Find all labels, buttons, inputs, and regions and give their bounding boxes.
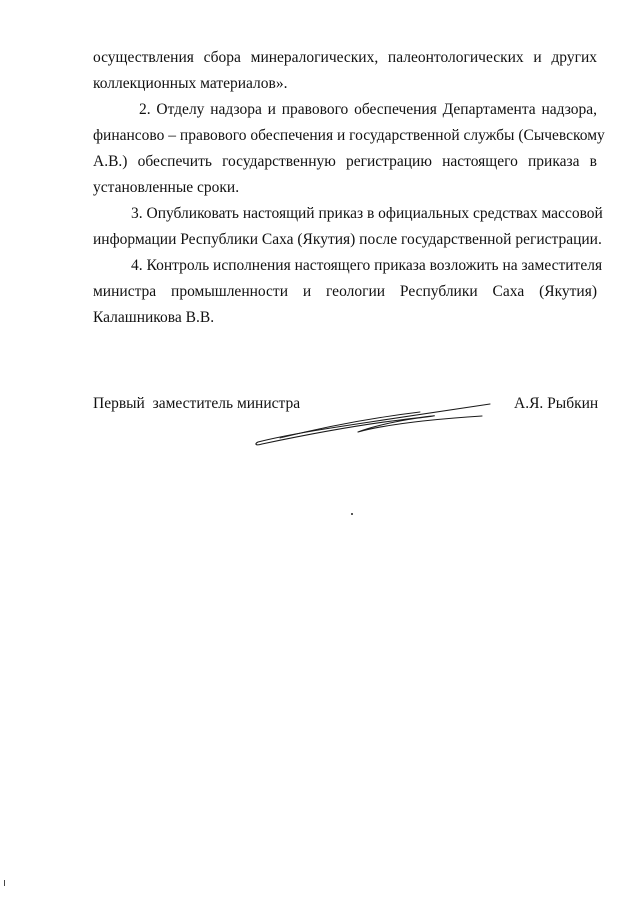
paragraph-2-line-1: 2. Отделу надзора и правового обеспечения Департамента надзора, [139,101,597,118]
paragraph-4-line-1: 4. Контроль исполнения настоящего приказа возложить на заместителя [131,257,603,274]
handwritten-signature [250,398,500,450]
paragraph-2 [93,97,605,201]
paragraph-1-line-2: коллекционных материалов». [93,75,288,92]
paragraph-2-line-2: финансово – правового обеспечения и государственной службы (Сычевскому [93,127,605,144]
paragraph-4-line-2: министра промышленности и геологии Республики Саха (Якутия) [93,283,597,300]
paragraph-2-line-4: установленные сроки. [93,179,240,196]
paragraph-4-line-3: Калашникова В.В. [93,309,215,326]
paragraph-1 [93,45,597,97]
paragraph-1-line-1: осуществления сбора минералогических, палеонтологических и других [93,49,597,66]
scan-edge-mark [4,880,5,886]
signatory-name: А.Я. Рыбкин [514,395,599,412]
paragraph-3-line-2: информации Республики Саха (Якутия) после государственной регистрации. [93,231,602,248]
paragraph-2-line-3: А.В.) обеспечить государственную регистрацию настоящего приказа в [93,153,597,170]
paragraph-3 [93,201,603,253]
paragraph-3-line-1: 3. Опубликовать настоящий приказ в официальных средствах массовой [131,205,603,222]
paragraph-4 [93,253,603,331]
stray-dot-mark [351,513,353,515]
signatory-position: Первый заместитель министра [93,395,301,412]
